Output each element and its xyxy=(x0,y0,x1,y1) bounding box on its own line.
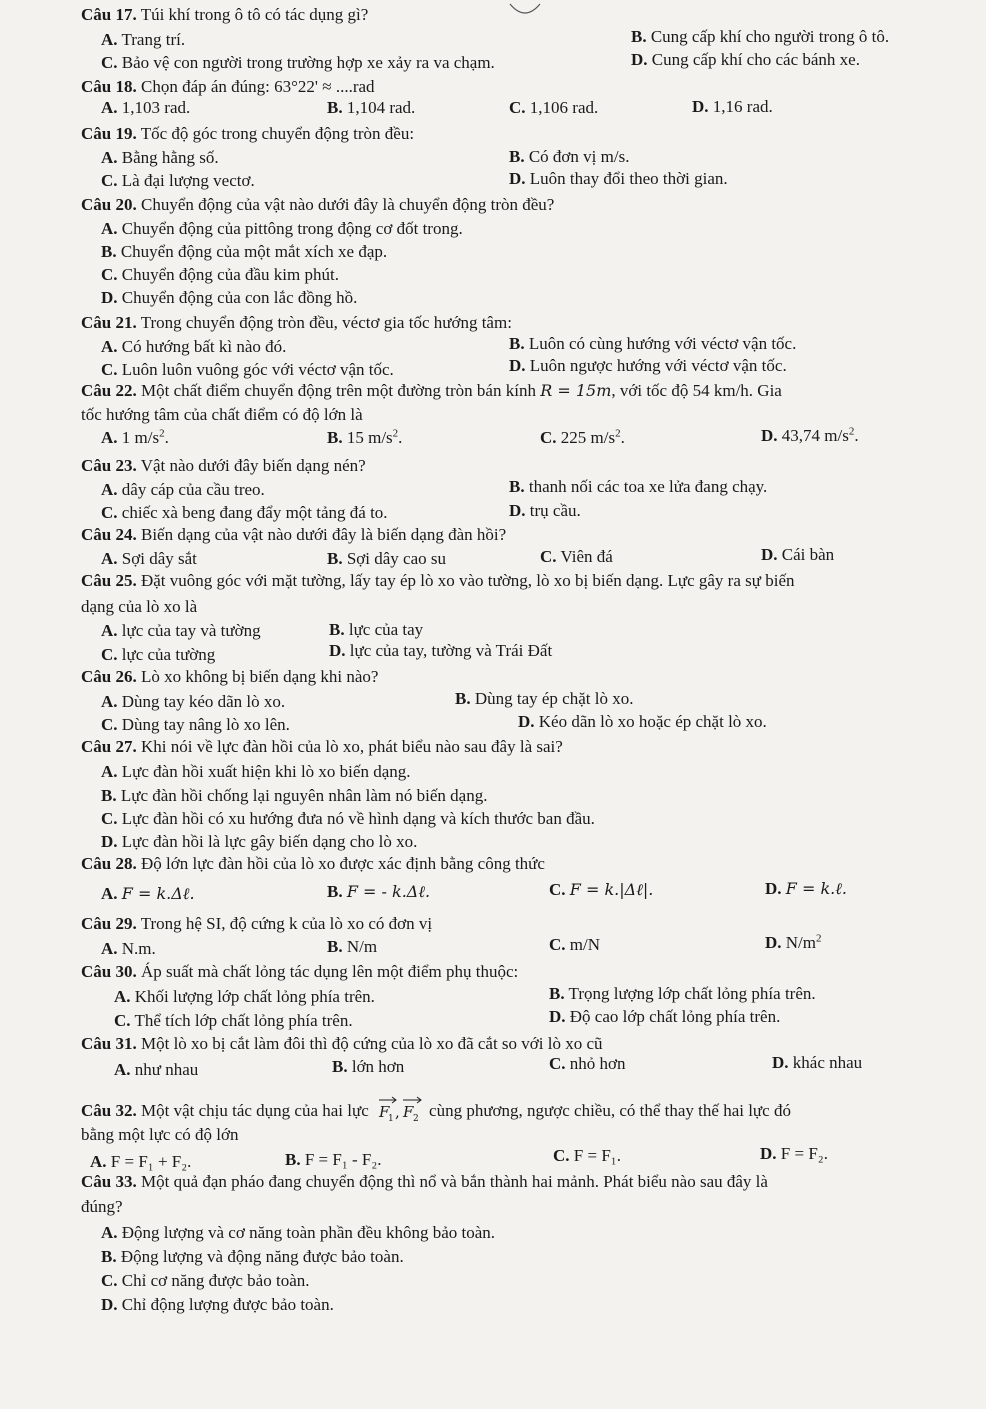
q23-option-d[interactable]: D. trụ cầu. xyxy=(509,501,581,520)
q20-option-d[interactable]: D. Chuyển động của con lắc đồng hồ. xyxy=(101,288,358,307)
q22-option-d[interactable]: D. 43,74 $m/s^2$. xyxy=(761,425,859,445)
q17-option-b[interactable]: B. Cung cấp khí cho người trong ô tô. xyxy=(631,27,890,46)
question-30: Câu 30. Áp suất mà chất lỏng tác dụng lên một điểm phụ thuộc: xyxy=(81,962,519,981)
question-24: Câu 24. Biến dạng của vật nào dưới đây là biến dạng đàn hồi? xyxy=(81,525,507,544)
q18-option-d[interactable]: D. 1,16 rad. xyxy=(692,97,773,116)
q32-option-b[interactable]: B. F = F₁ - F₂. xyxy=(285,1150,382,1169)
q31-option-b[interactable]: B. lớn hơn xyxy=(332,1057,405,1076)
q19-option-b[interactable]: B. Có đơn vị m/s. xyxy=(509,147,630,166)
q21-option-d[interactable]: D. Luôn ngược hướng với véctơ vận tốc. xyxy=(509,356,787,375)
question-23: Câu 23. Vật nào dưới đây biến dạng nén? xyxy=(81,456,366,475)
q28-option-c[interactable]: C. F = k.|Δℓ|. xyxy=(549,880,654,899)
svg-text:1: 1 xyxy=(388,1114,394,1123)
question-21: Câu 21. Trong chuyển động tròn đều, véctơ gia tốc hướng tâm: xyxy=(81,313,512,332)
q25-option-b[interactable]: B. lực của tay xyxy=(329,620,424,639)
question-33-cont: đúng? xyxy=(81,1197,123,1216)
q20-option-b[interactable]: B. Chuyển động của một mắt xích xe đạp. xyxy=(101,242,388,261)
question-31: Câu 31. Một lò xo bị cắt làm đôi thì độ cứng của lò xo đã cắt so với lò xo cũ xyxy=(81,1034,603,1053)
q19-option-d[interactable]: D. Luôn thay đổi theo thời gian. xyxy=(509,169,728,188)
q22-option-c[interactable]: C. 225 $m/s^2$. xyxy=(540,427,625,447)
q24-option-c[interactable]: C. Viên đá xyxy=(540,547,613,566)
force-vectors-f1-f2 xyxy=(376,1095,426,1123)
q19-option-c[interactable]: C. Là đại lượng vectơ. xyxy=(101,171,255,190)
question-20: Câu 20. Chuyển động của vật nào dưới đây là chuyển động tròn đều? xyxy=(81,195,555,214)
question-33: Câu 33. Một quả đạn pháo đang chuyển động thì nổ và bắn thành hai mảnh. Phát biểu nào sau đây là xyxy=(81,1172,768,1191)
q30-option-b[interactable]: B. Trọng lượng lớp chất lỏng phía trên. xyxy=(549,984,816,1003)
q26-option-c[interactable]: C. Dùng tay nâng lò xo lên. xyxy=(101,715,290,734)
q31-option-c[interactable]: C. nhỏ hơn xyxy=(549,1054,626,1073)
q20-option-c[interactable]: C. Chuyển động của đầu kim phút. xyxy=(101,265,339,284)
q17-option-d[interactable]: D. Cung cấp khí cho các bánh xe. xyxy=(631,50,860,69)
svg-text:2: 2 xyxy=(413,1114,419,1123)
q27-option-d[interactable]: D. Lực đàn hồi là lực gây biến dạng cho lò xo. xyxy=(101,832,418,851)
q24-option-d[interactable]: D. Cái bàn xyxy=(761,545,835,564)
q28-option-a[interactable]: A. F = k.Δℓ. xyxy=(101,884,195,903)
q29-option-b[interactable]: B. N/m xyxy=(327,937,378,956)
q29-option-a[interactable]: A. N.m. xyxy=(101,939,156,958)
question-22-cont: tốc hướng tâm của chất điểm có độ lớn là xyxy=(81,405,363,424)
q33-option-a[interactable]: A. Động lượng và cơ năng toàn phần đều không bảo toàn. xyxy=(101,1223,496,1242)
q31-option-d[interactable]: D. khác nhau xyxy=(772,1053,863,1072)
q18-option-b[interactable]: B. 1,104 rad. xyxy=(327,98,416,117)
q26-option-a[interactable]: A. Dùng tay kéo dãn lò xo. xyxy=(101,692,286,711)
question-29: Câu 29. Trong hệ SI, độ cứng k của lò xo có đơn vị xyxy=(81,914,433,933)
q20-option-a[interactable]: A. Chuyển động của pittông trong động cơ đốt trong. xyxy=(101,219,463,238)
q33-option-b[interactable]: B. Động lượng và động năng được bảo toàn. xyxy=(101,1247,404,1266)
q23-option-c[interactable]: C. chiếc xà beng đang đẩy một tảng đá to. xyxy=(101,503,388,522)
q21-option-c[interactable]: C. Luôn luôn vuông góc với véctơ vận tốc. xyxy=(101,360,394,379)
q25-option-d[interactable]: D. lực của tay, tường và Trái Đất xyxy=(329,641,553,660)
q26-option-d[interactable]: D. Kéo dãn lò xo hoặc ép chặt lò xo. xyxy=(518,712,767,731)
question-32: Câu 32. Một vật chịu tác dụng của hai lực F 1 , F 2 cùng phương, ngược chiều, có thể thay thế hai lực đó xyxy=(81,1095,791,1123)
q27-option-c[interactable]: C. Lực đàn hồi có xu hướng đưa nó về hình dạng và kích thước ban đầu. xyxy=(101,809,595,828)
q31-option-a[interactable]: A. như nhau xyxy=(114,1060,199,1079)
q32-option-a[interactable]: A. F = F₁ + F₂. xyxy=(90,1152,192,1171)
q18-option-a[interactable]: A. 1,103 rad. xyxy=(101,98,191,117)
q24-option-b[interactable]: B. Sợi dây cao su xyxy=(327,549,447,568)
q21-option-b[interactable]: B. Luôn có cùng hướng với véctơ vận tốc. xyxy=(509,334,797,353)
q25-option-a[interactable]: A. lực của tay và tường xyxy=(101,621,261,640)
svg-text:F: F xyxy=(403,1103,414,1121)
q24-option-a[interactable]: A. Sợi dây sắt xyxy=(101,549,197,568)
svg-text:,: , xyxy=(395,1103,400,1121)
q22-option-b[interactable]: B. 15 $m/s^2$. xyxy=(327,427,403,447)
q18-option-c[interactable]: C. 1,106 rad. xyxy=(509,98,599,117)
q30-option-a[interactable]: A. Khối lượng lớp chất lỏng phía trên. xyxy=(114,987,375,1006)
q22-option-a[interactable]: A. 1 $m/s^2$. xyxy=(101,427,169,447)
question-27: Câu 27. Khi nói về lực đàn hồi của lò xo, phát biểu nào sau đây là sai? xyxy=(81,737,563,756)
q23-option-a[interactable]: A. dây cáp của cầu treo. xyxy=(101,480,265,499)
q17-option-c[interactable]: C. Bảo vệ con người trong trường hợp xe xảy ra va chạm. xyxy=(101,53,495,72)
q28-option-d[interactable]: D. F = k.ℓ. xyxy=(765,879,847,898)
question-19: Câu 19. Tốc độ góc trong chuyển động tròn đều: xyxy=(81,124,415,143)
q19-option-a[interactable]: A. Bằng hằng số. xyxy=(101,148,219,167)
question-26: Câu 26. Lò xo không bị biến dạng khi nào? xyxy=(81,667,379,686)
question-18: Câu 18. Chọn đáp án đúng: 63°22' ≈ ....rad xyxy=(81,77,375,96)
q33-option-d[interactable]: D. Chỉ động lượng được bảo toàn. xyxy=(101,1295,334,1314)
q32-option-d[interactable]: D. F = F₂. xyxy=(760,1144,828,1163)
q21-option-a[interactable]: A. Có hướng bất kì nào đó. xyxy=(101,337,287,356)
question-25-cont: dạng của lò xo là xyxy=(81,597,198,616)
question-28: Câu 28. Độ lớn lực đàn hồi của lò xo được xác định bằng công thức xyxy=(81,854,545,873)
q30-option-c[interactable]: C. Thể tích lớp chất lỏng phía trên. xyxy=(114,1011,353,1030)
q29-option-d[interactable]: D. $N/m^2$ xyxy=(765,932,822,952)
q29-option-c[interactable]: C. m/N xyxy=(549,935,601,954)
q25-option-c[interactable]: C. lực của tường xyxy=(101,645,216,664)
q26-option-b[interactable]: B. Dùng tay ép chặt lò xo. xyxy=(455,689,634,708)
q30-option-d[interactable]: D. Độ cao lớp chất lỏng phía trên. xyxy=(549,1007,781,1026)
q33-option-c[interactable]: C. Chỉ cơ năng được bảo toàn. xyxy=(101,1271,310,1290)
pen-mark xyxy=(508,2,542,16)
question-32-cont: bằng một lực có độ lớn xyxy=(81,1125,239,1144)
q28-option-b[interactable]: B. F = - k.Δℓ. xyxy=(327,882,431,901)
question-22: Câu 22. Một chất điểm chuyển động trên một đường tròn bán kính R = 15m, với tốc độ 54 km/h. Gia xyxy=(81,381,782,400)
q23-option-b[interactable]: B. thanh nối các toa xe lửa đang chạy. xyxy=(509,477,768,496)
q27-option-a[interactable]: A. Lực đàn hồi xuất hiện khi lò xo biến dạng. xyxy=(101,762,411,781)
question-25: Câu 25. Đặt vuông góc với mặt tường, lấy tay ép lò xo vào tường, lò xo bị biến dạng. Lực gây ra sự biến xyxy=(81,571,795,590)
svg-text:F: F xyxy=(379,1103,390,1121)
q27-option-b[interactable]: B. Lực đàn hồi chống lại nguyên nhân làm nó biến dạng. xyxy=(101,786,488,805)
q32-option-c[interactable]: C. F = F₁. xyxy=(553,1146,621,1165)
question-17: Câu 17. Túi khí trong ô tô có tác dụng gì? xyxy=(81,5,369,24)
q17-option-a[interactable]: A. Trang trí. xyxy=(101,30,186,49)
radius-formula: R = 15m xyxy=(540,381,612,400)
